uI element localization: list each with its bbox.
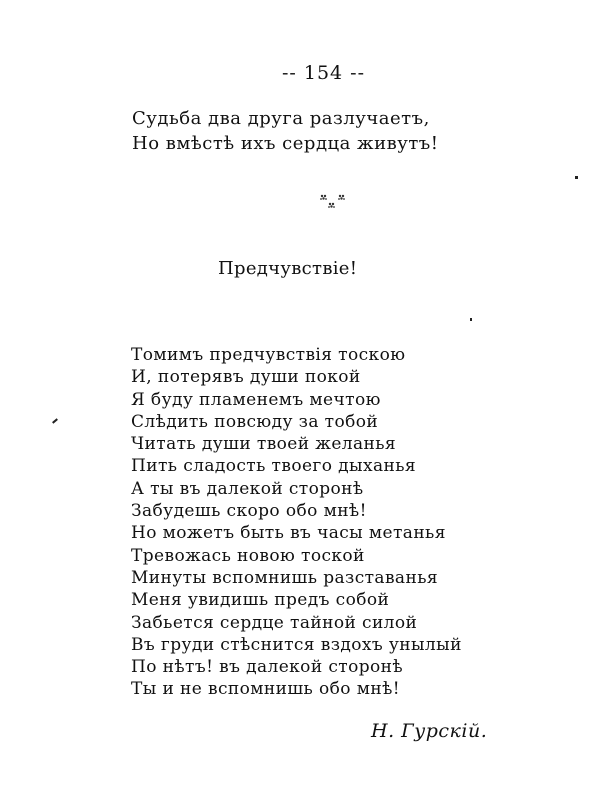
verse-line: И, потерявъ души покой [131,367,361,388]
author-signature: Н. Гурскій. [371,720,488,742]
verse-line: Меня увидишь предъ собой [131,590,390,611]
verse-line: Но вмѣстѣ ихъ сердца живутъ! [132,133,439,154]
verse-line: По нѣтъ! въ далекой сторонѣ [131,657,404,678]
verse-line: Забьется сердце тайной силой [131,612,418,633]
verse-line: А ты въ далекой сторонѣ [131,478,364,499]
verse-line: Читать души твоей желанья [131,434,397,455]
verse-line: Но можетъ быть въ часы метанья [131,523,446,544]
verse-line: Судьба два друга разлучаетъ, [132,108,430,129]
verse-line: Слѣдить повсюду за тобой [131,411,379,432]
verse-line: Пить сладость твоего дыханья [131,456,417,477]
verse-line: Минуты вспомнишь разставанья [131,567,438,588]
verse-line: Въ груди стѣснится вздохъ унылый [131,634,462,655]
previous-poem-ending [132,106,438,156]
poem-title: Предчувствіе! [218,258,358,279]
verse-line: Тревожась новою тоской [131,545,365,566]
verse-line: Ты и не вспомнишь обо мнѣ! [131,679,400,700]
ornament-divider-icon [318,192,348,212]
verse-line: Я буду пламенемъ мечтою [131,389,381,410]
verse-line: Забудешь скоро обо мнѣ! [131,501,367,522]
scan-speck [575,176,578,179]
verse-line: Томимъ предчувствія тоскою [131,345,406,365]
scan-speck [52,418,58,423]
scan-speck [470,318,472,321]
page-number: -- 154 -- [282,62,366,84]
poem-body [131,344,462,701]
